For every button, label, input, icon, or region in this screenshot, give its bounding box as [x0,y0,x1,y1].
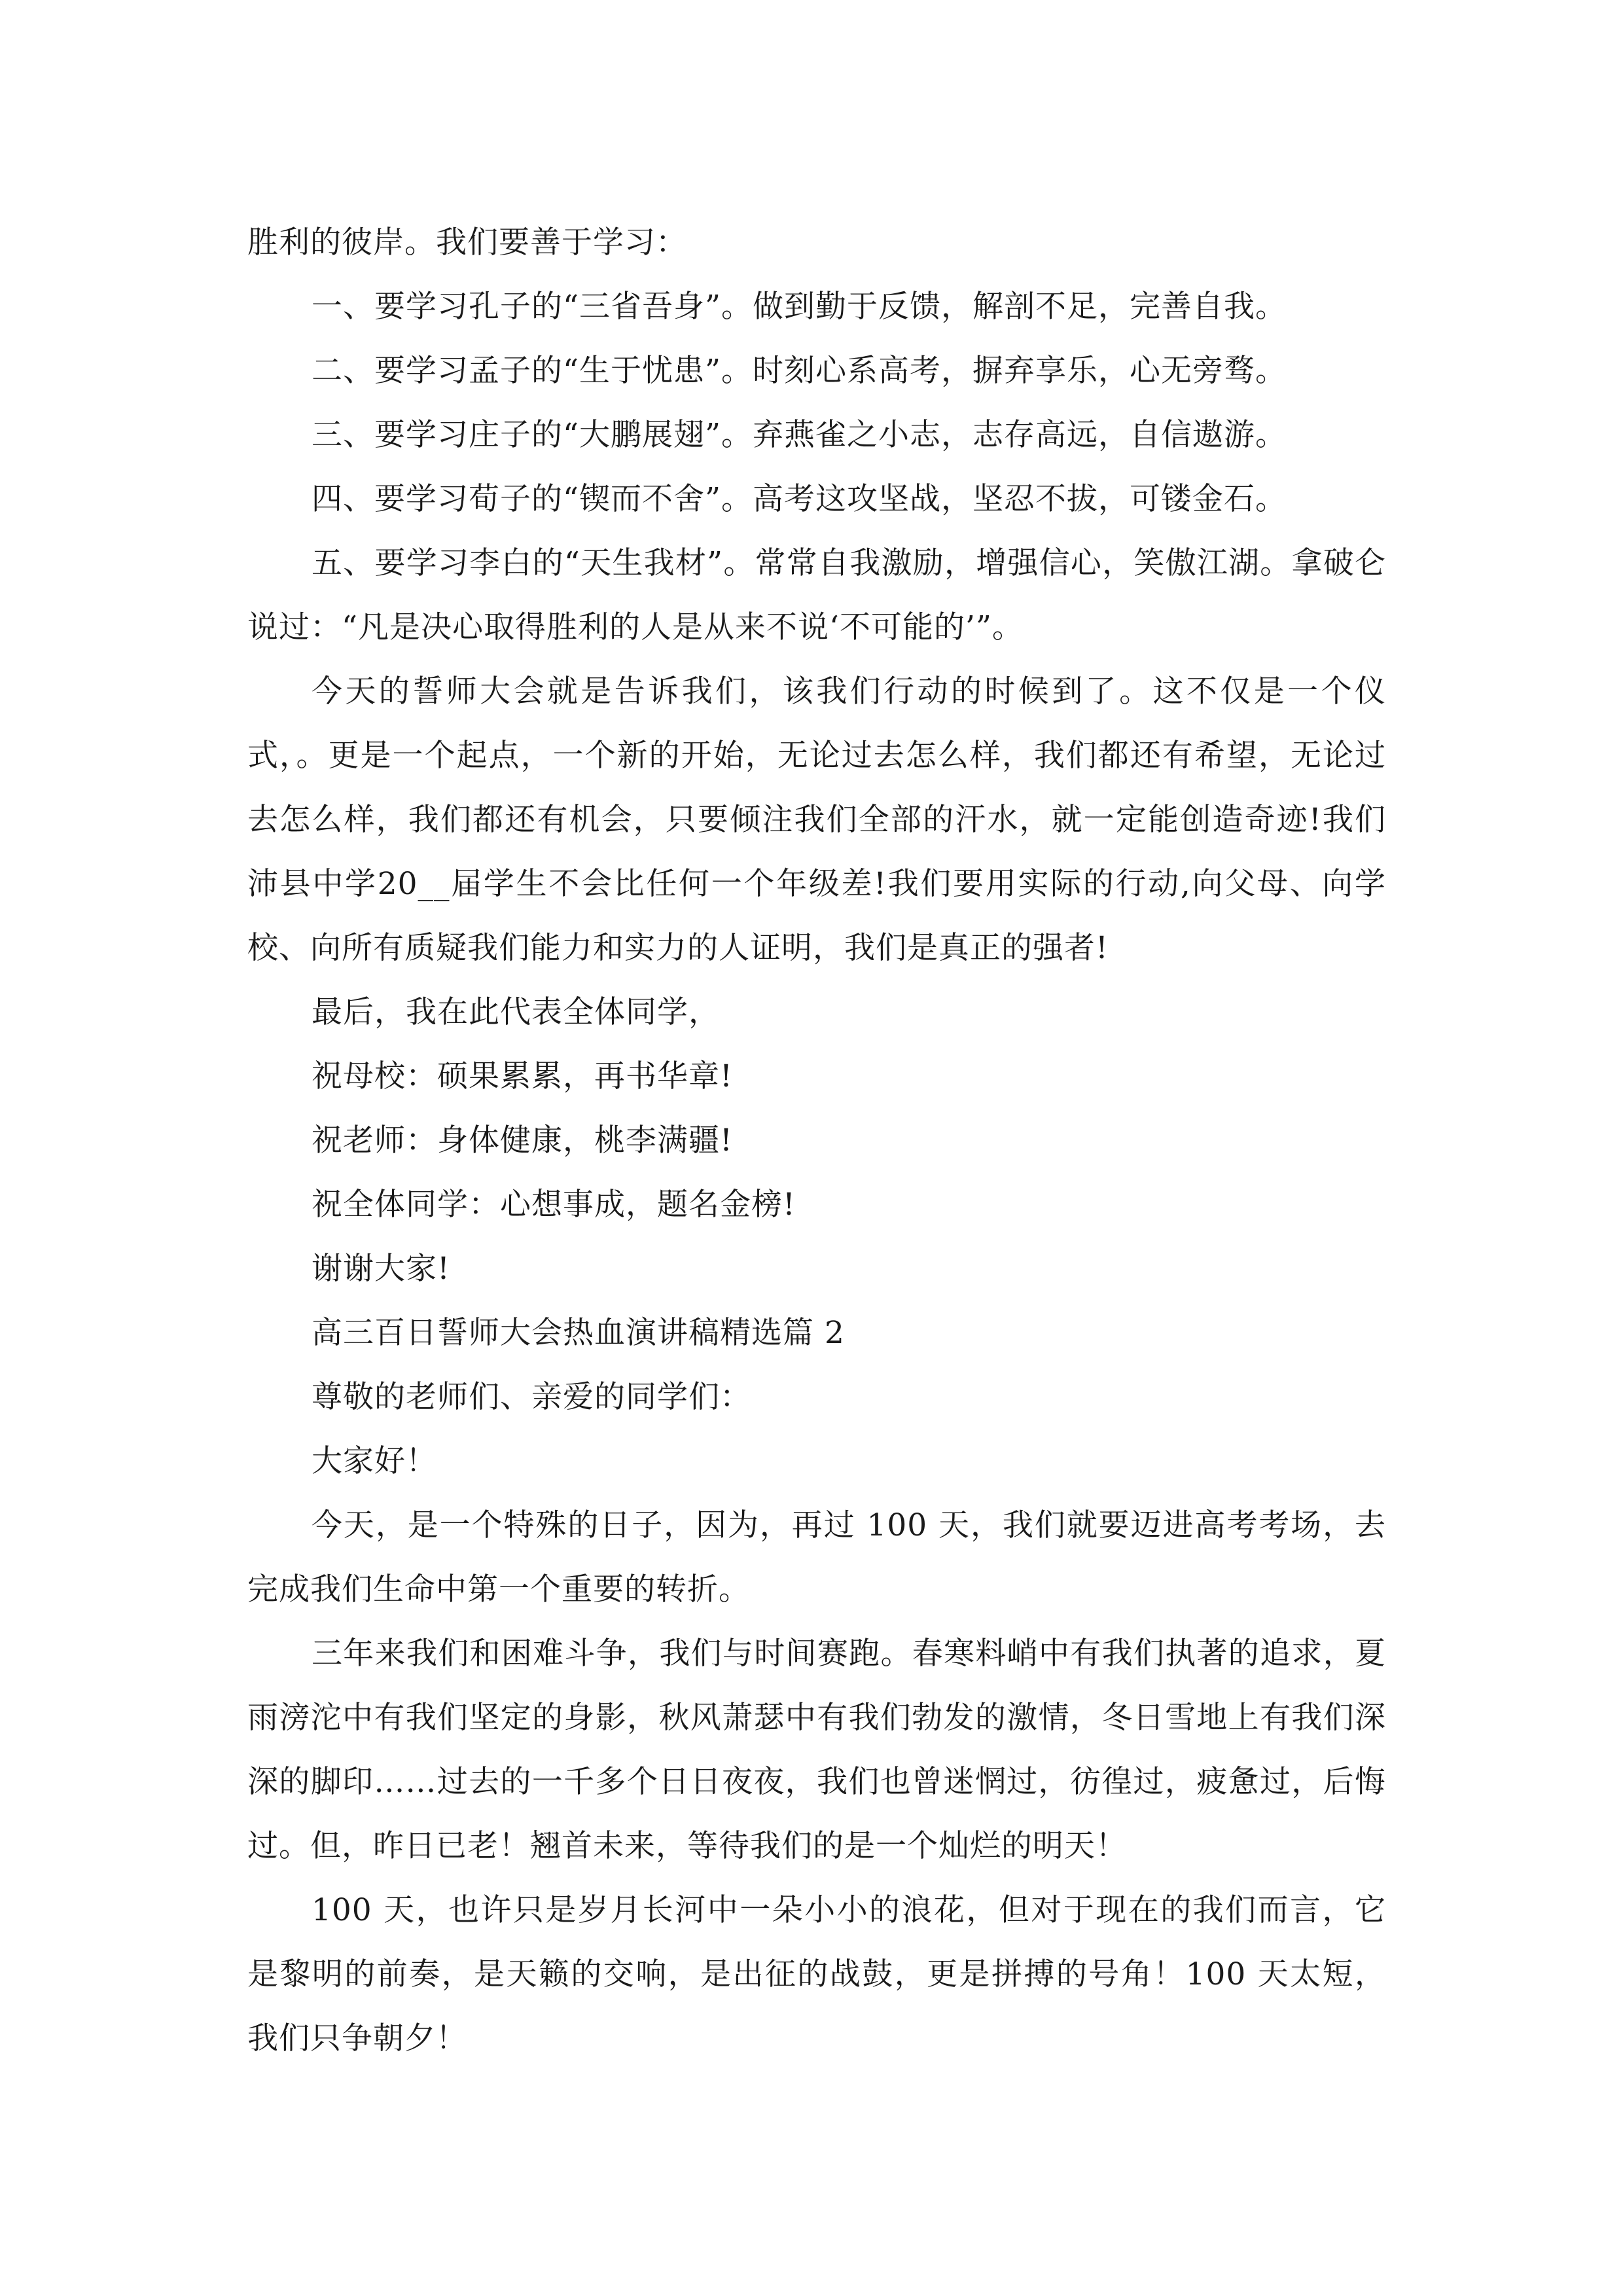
paragraph: 祝老师：身体健康，桃李满疆! [312,1122,733,1158]
paragraph: 100 天，也许只是岁月长河中一朵小小的浪花，但对于现在的我们而言，它是黎明的前奏，是天籁的交响，是出征的战鼓，更是拼搏的号角！100 天太短，我们只争朝夕！ [247,1892,1386,2056]
section-heading: 高三百日誓师大会热血演讲稿精选篇 2 [312,1315,845,1351]
paragraph: 今天的誓师大会就是告诉我们，该我们行动的时候到了。这不仅是一个仪式，。更是一个起点，一个新的开始，无论过去怎么样，我们都还有希望，无论过去怎么样，我们都还有机会，只要倾注我们全部的汗水，就一定能创造奇迹!我们沛县中学20__届学生不会比任何一个年级差!我们要用实际的行动,向父母、向学校、向所有质疑我们能力和实力的人证明，我们是真正的强者! [247,673,1386,966]
paragraph: 谢谢大家! [312,1251,450,1287]
paragraph: 五、要学习李白的“天生我材”。常常自我激励，增强信心，笑傲江湖。拿破仑说过：“凡是决心取得胜利的人是从来不说‘不可能的’”。 [247,545,1386,645]
paragraph: 三、要学习庄子的“大鹏展翅”。弃燕雀之小志，志存高远，自信遨游。 [312,417,1287,453]
paragraph: 二、要学习孟子的“生于忧患”。时刻心系高考，摒弃享乐，心无旁骛。 [312,353,1287,389]
paragraph: 尊敬的老师们、亲爱的同学们： [312,1379,751,1415]
paragraph: 祝全体同学：心想事成，题名金榜! [312,1187,796,1223]
document-body [247,211,1386,2071]
paragraph: 今天，是一个特殊的日子，因为，再过 100 天，我们就要迈进高考考场，去完成我们生命中第一个重要的转折。 [247,1507,1386,1607]
paragraph: 胜利的彼岸。我们要善于学习： [247,224,687,260]
paragraph: 祝母校：硕果累累，再书华章! [312,1058,733,1094]
paragraph: 一、要学习孔子的“三省吾身”。做到勤于反馈，解剖不足，完善自我。 [312,289,1287,325]
paragraph: 四、要学习荀子的“锲而不舍”。高考这攻坚战，坚忍不拔，可镂金石。 [312,481,1287,517]
paragraph: 最后，我在此代表全体同学， [312,994,720,1030]
paragraph: 大家好！ [312,1443,437,1479]
paragraph: 三年来我们和困难斗争，我们与时间赛跑。春寒料峭中有我们执著的追求，夏雨滂沱中有我们坚定的身影，秋风萧瑟中有我们勃发的激情，冬日雪地上有我们深深的脚印……过去的一千多个日日夜夜，我们也曾迷惘过，彷徨过，疲惫过，后悔过。但，昨日已老！翘首未来，等待我们的是一个灿烂的明天！ [247,1636,1386,1864]
